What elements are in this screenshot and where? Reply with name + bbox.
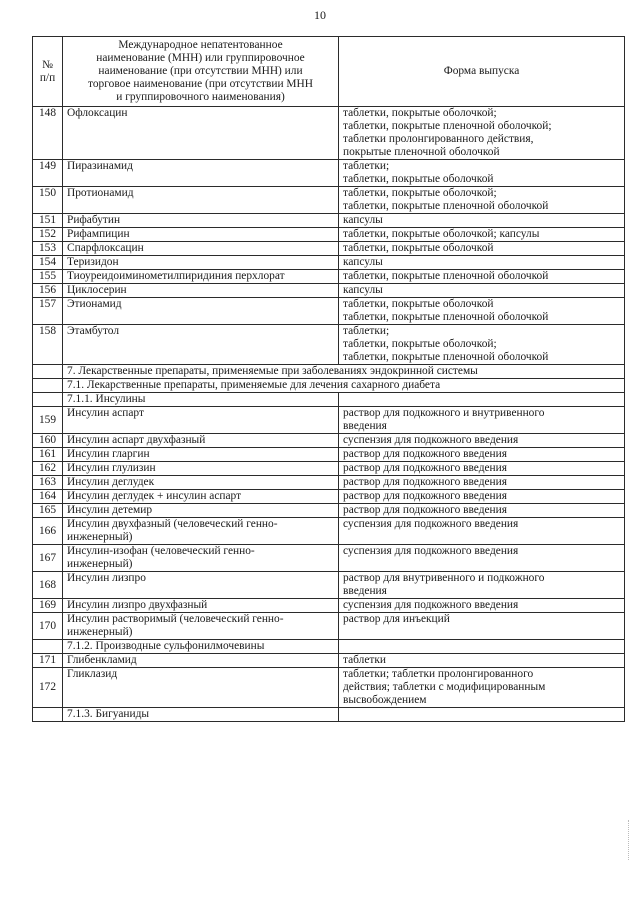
drug-name-cell — [63, 613, 339, 640]
drug-name: Инсулин двухфазный (человеческий генно- — [67, 518, 278, 530]
release-form: таблетки, покрытые оболочкой; капсулы — [343, 228, 540, 240]
release-form-cell — [339, 572, 625, 599]
table-body — [33, 107, 625, 722]
release-form: таблетки, покрытые пленочной оболочкой; — [343, 120, 552, 132]
table-row — [33, 256, 625, 270]
release-form-cell — [339, 228, 625, 242]
table-row — [33, 654, 625, 668]
release-form-cell — [339, 434, 625, 448]
table-row — [33, 572, 625, 599]
header-name — [63, 37, 339, 107]
release-form: введения — [343, 585, 387, 597]
row-number: 158 — [33, 325, 63, 365]
drug-name: Рифампицин — [67, 228, 130, 240]
section-number-cell — [33, 393, 63, 407]
release-form-cell — [339, 284, 625, 298]
drug-name — [67, 585, 334, 598]
release-form: введения — [343, 420, 387, 432]
release-form-cell — [339, 407, 625, 434]
release-form: таблетки, покрытые пленочной оболочкой — [343, 270, 549, 282]
drug-name: Этамбутол — [67, 325, 120, 337]
drug-name: Циклосерин — [67, 284, 127, 296]
section-number-cell — [33, 640, 63, 654]
row-number: 163 — [33, 476, 63, 490]
drug-name — [67, 694, 334, 707]
drug-name-cell — [63, 256, 339, 270]
row-number: 166 — [33, 518, 63, 545]
row-number: 150 — [33, 187, 63, 214]
release-form: суспензия для подкожного введения — [343, 545, 519, 557]
drug-name — [67, 681, 334, 694]
release-form-cell — [339, 187, 625, 214]
release-form-cell — [339, 668, 625, 708]
section-title: 7.1. Лекарственные препараты, применяемые для лечения сахарного диабета — [63, 379, 625, 393]
row-number: 149 — [33, 160, 63, 187]
section-number-cell — [33, 379, 63, 393]
drug-name-cell — [63, 407, 339, 434]
release-form: таблетки, покрытые оболочкой; — [343, 338, 497, 350]
section-number-cell — [33, 708, 63, 722]
row-number: 157 — [33, 298, 63, 325]
table-row — [33, 462, 625, 476]
table-row — [33, 284, 625, 298]
header-name-line: Международное непатентованное — [118, 39, 283, 51]
release-form: раствор для подкожного введения — [343, 490, 507, 502]
table-row — [33, 407, 625, 434]
release-form: суспензия для подкожного введения — [343, 434, 519, 446]
release-form: раствор для внутривенного и подкожного — [343, 572, 545, 584]
row-number: 161 — [33, 448, 63, 462]
release-form: капсулы — [343, 256, 383, 268]
release-form-cell — [339, 504, 625, 518]
row-number: 171 — [33, 654, 63, 668]
header-number-line: п/п — [39, 71, 56, 84]
release-form: таблетки; таблетки пролонгированного — [343, 668, 534, 680]
section-row — [33, 708, 625, 722]
drug-name-cell — [63, 654, 339, 668]
release-form: раствор для инъекций — [343, 613, 450, 625]
row-number: 172 — [33, 668, 63, 708]
table-row — [33, 160, 625, 187]
drug-name-cell — [63, 448, 339, 462]
release-form: высвобождением — [343, 694, 427, 706]
drug-name: Рифабутин — [67, 214, 121, 226]
drug-name-cell — [63, 545, 339, 572]
release-form: таблетки — [343, 654, 387, 666]
header-name-line: торговое наименование (при отсутствии МНН — [88, 78, 313, 90]
release-form: капсулы — [343, 284, 383, 296]
release-form-cell — [339, 107, 625, 160]
scan-edge-mark — [628, 820, 630, 860]
table-row — [33, 187, 625, 214]
release-form: таблетки; — [343, 160, 390, 172]
release-form-cell — [339, 448, 625, 462]
section-row — [33, 393, 625, 407]
row-number: 165 — [33, 504, 63, 518]
section-row — [33, 640, 625, 654]
release-form: раствор для подкожного введения — [343, 462, 507, 474]
release-form: раствор для подкожного введения — [343, 448, 507, 460]
drug-name: Инсулин детемир — [67, 504, 153, 516]
release-form: раствор для подкожного введения — [343, 476, 507, 488]
release-form-cell — [339, 256, 625, 270]
drug-name-cell — [63, 107, 339, 160]
release-form-cell — [339, 298, 625, 325]
drug-name-cell — [63, 214, 339, 228]
section-row — [33, 379, 625, 393]
release-form: таблетки, покрытые пленочной оболочкой — [343, 200, 549, 212]
release-form-cell — [339, 242, 625, 256]
release-form: таблетки, покрытые пленочной оболочкой — [343, 311, 549, 323]
drug-name-cell — [63, 325, 339, 365]
row-number: 152 — [33, 228, 63, 242]
table-row — [33, 448, 625, 462]
drug-name-cell — [63, 434, 339, 448]
row-number: 169 — [33, 599, 63, 613]
release-form-cell — [339, 613, 625, 640]
row-number: 153 — [33, 242, 63, 256]
section-empty-cell — [339, 708, 625, 722]
release-form: действия; таблетки с модифицированным — [343, 681, 546, 693]
drug-name: Гликлазид — [67, 668, 118, 680]
table-row — [33, 599, 625, 613]
table-row — [33, 668, 625, 708]
release-form: таблетки, покрытые оболочкой — [343, 242, 494, 254]
drug-name-cell — [63, 462, 339, 476]
section-number-cell — [33, 365, 63, 379]
release-form-cell — [339, 462, 625, 476]
drug-name: Инсулин растворимый (человеческий генно- — [67, 613, 284, 625]
header-form: Форма выпуска — [339, 37, 625, 107]
drug-name: Инсулин гларгин — [67, 448, 150, 460]
drug-name-cell — [63, 599, 339, 613]
table-row — [33, 107, 625, 160]
release-form: таблетки, покрытые оболочкой; — [343, 187, 497, 199]
table-row — [33, 613, 625, 640]
table-row — [33, 434, 625, 448]
header-number-line: № — [42, 58, 53, 71]
release-form: покрытые пленочной оболочкой — [343, 146, 500, 158]
header-name-line: наименование (МНН) или группировочное — [96, 52, 305, 64]
table-row — [33, 504, 625, 518]
row-number: 148 — [33, 107, 63, 160]
drug-name: Пиразинамид — [67, 160, 133, 172]
drug-name-cell — [63, 504, 339, 518]
drug-name-cell — [63, 668, 339, 708]
release-form-cell — [339, 270, 625, 284]
release-form: раствор для подкожного введения — [343, 504, 507, 516]
drug-name-cell — [63, 228, 339, 242]
release-form-cell — [339, 214, 625, 228]
row-number: 162 — [33, 462, 63, 476]
release-form: суспензия для подкожного введения — [343, 518, 519, 530]
drug-name-cell — [63, 187, 339, 214]
release-form-cell — [339, 325, 625, 365]
drug-name: Этионамид — [67, 298, 122, 310]
drug-name: Инсулин лизпро двухфазный — [67, 599, 208, 611]
drug-list-table — [32, 36, 625, 722]
drug-name: Тиоуреидоиминометилпиридиния перхлорат — [67, 270, 285, 282]
header-name-line: наименование (при отсутствии МНН) или — [98, 65, 303, 77]
section-empty-cell — [339, 393, 625, 407]
drug-name: Инсулин деглудек + инсулин аспарт — [67, 490, 242, 502]
row-number: 155 — [33, 270, 63, 284]
drug-name: инженерный) — [67, 531, 133, 543]
table-row — [33, 518, 625, 545]
drug-name-cell — [63, 476, 339, 490]
section-row — [33, 365, 625, 379]
table-row — [33, 242, 625, 256]
section-title: 7.1.1. Инсулины — [63, 393, 339, 407]
section-empty-cell — [339, 640, 625, 654]
drug-name: Протионамид — [67, 187, 134, 199]
section-title: 7.1.2. Производные сульфонилмочевины — [63, 640, 339, 654]
drug-name: Инсулин деглудек — [67, 476, 155, 488]
release-form: таблетки, покрытые оболочкой — [343, 173, 494, 185]
release-form: таблетки, покрытые оболочкой — [343, 298, 494, 310]
release-form: таблетки; — [343, 325, 390, 337]
drug-name: Инсулин-изофан (человеческий генно- — [67, 545, 255, 557]
drug-name-cell — [63, 518, 339, 545]
drug-name: Инсулин лизпро — [67, 572, 146, 584]
row-number: 168 — [33, 572, 63, 599]
release-form: суспензия для подкожного введения — [343, 599, 519, 611]
table-row — [33, 214, 625, 228]
drug-name: Теризидон — [67, 256, 119, 268]
table-row — [33, 490, 625, 504]
release-form: таблетки пролонгированного действия, — [343, 133, 534, 145]
release-form: раствор для подкожного и внутривенного — [343, 407, 545, 419]
release-form-cell — [339, 654, 625, 668]
release-form: таблетки, покрытые пленочной оболочкой — [343, 351, 549, 363]
release-form: таблетки, покрытые оболочкой; — [343, 107, 497, 119]
drug-name: Инсулин глулизин — [67, 462, 156, 474]
drug-name-cell — [63, 572, 339, 599]
table-row — [33, 298, 625, 325]
header-number — [33, 37, 63, 107]
table-row — [33, 545, 625, 572]
row-number: 159 — [33, 407, 63, 434]
drug-name: Спарфлоксацин — [67, 242, 144, 254]
drug-name-cell — [63, 490, 339, 504]
table-header-row — [33, 37, 625, 107]
row-number: 167 — [33, 545, 63, 572]
table-row — [33, 476, 625, 490]
drug-name-cell — [63, 242, 339, 256]
release-form-cell — [339, 518, 625, 545]
row-number: 160 — [33, 434, 63, 448]
release-form-cell — [339, 490, 625, 504]
drug-name: Офлоксацин — [67, 107, 128, 119]
table-row — [33, 228, 625, 242]
drug-name: Инсулин аспарт — [67, 407, 144, 419]
release-form-cell — [339, 160, 625, 187]
row-number: 156 — [33, 284, 63, 298]
drug-name-cell — [63, 298, 339, 325]
row-number: 151 — [33, 214, 63, 228]
drug-name-cell — [63, 284, 339, 298]
release-form-cell — [339, 599, 625, 613]
release-form: капсулы — [343, 214, 383, 226]
drug-name: инженерный) — [67, 626, 133, 638]
drug-name: инженерный) — [67, 558, 133, 570]
header-name-line: и группировочного наименования) — [116, 91, 285, 103]
release-form-cell — [339, 545, 625, 572]
row-number: 164 — [33, 490, 63, 504]
section-title: 7.1.3. Бигуаниды — [63, 708, 339, 722]
section-title: 7. Лекарственные препараты, применяемые при заболеваниях эндокринной системы — [63, 365, 625, 379]
drug-name-cell — [63, 270, 339, 284]
table-row — [33, 325, 625, 365]
drug-name: Глибенкламид — [67, 654, 137, 666]
drug-name: Инсулин аспарт двухфазный — [67, 434, 206, 446]
table-row — [33, 270, 625, 284]
row-number: 154 — [33, 256, 63, 270]
row-number: 170 — [33, 613, 63, 640]
page-number: 10 — [314, 8, 326, 22]
drug-name-cell — [63, 160, 339, 187]
release-form-cell — [339, 476, 625, 490]
